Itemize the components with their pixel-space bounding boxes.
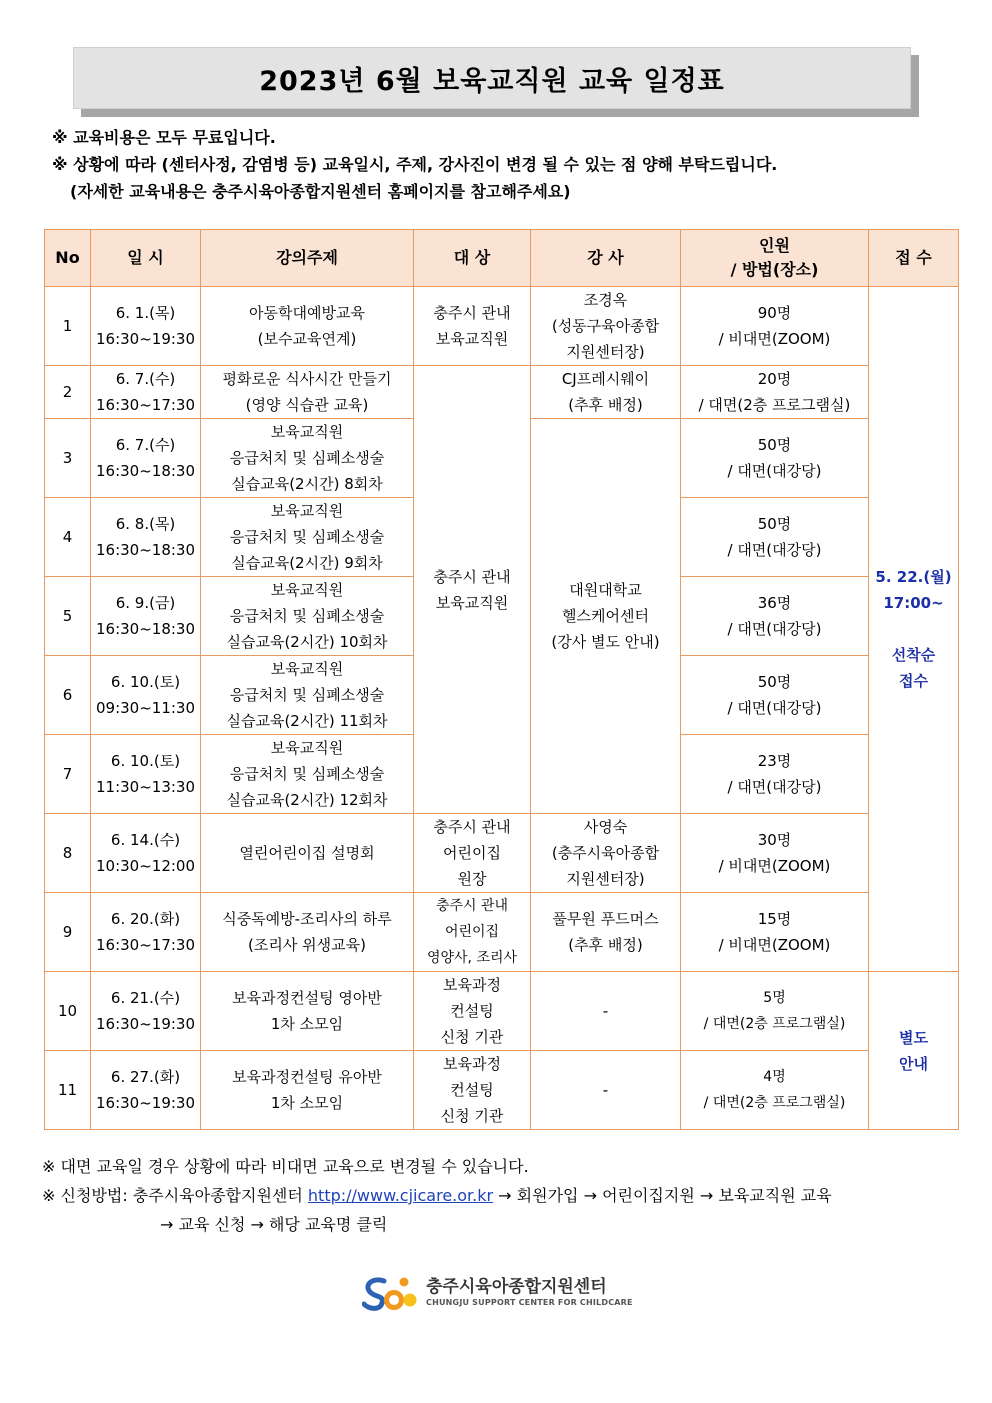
center-logo: [362, 1273, 633, 1313]
notice-homepage: (자세한 교육내용은 충주시육아종합지원센터 홈페이지를 참고해주세요): [70, 182, 571, 201]
cell-topic: 보육교직원 응급처치 및 심폐소생술 실습교육(2시간) 12회차: [201, 735, 414, 814]
notice-change: ※ 상황에 따라 (센터사정, 감염병 등) 교육일시, 주제, 강사진이 변경 될 수 있는 점 양해 부탁드립니다.: [52, 155, 778, 174]
cell-capacity: 50명 / 대면(대강당): [681, 419, 869, 498]
header-topic: 강의주제: [201, 230, 414, 287]
table-row: [45, 972, 959, 1051]
cell-topic: 평화로운 식사시간 만들기 (영양 식습관 교육): [201, 366, 414, 419]
table-row: [45, 366, 959, 419]
cell-topic: 보육교직원 응급처치 및 심폐소생술 실습교육(2시간) 11회차: [201, 656, 414, 735]
cell-capacity: 15명 / 비대면(ZOOM): [681, 893, 869, 972]
footer-notes: [42, 1152, 832, 1239]
footer-note: ※ 대면 교육일 경우 상황에 따라 비대면 교육으로 변경될 수 있습니다.: [42, 1157, 529, 1176]
cell-target: 충주시 관내 어린이집 영양사, 조리사: [414, 893, 531, 972]
table-row: [45, 893, 959, 972]
cell-capacity: 36명 / 대면(대강당): [681, 577, 869, 656]
table-header-row: [45, 230, 959, 287]
cell-no: 3: [45, 419, 91, 498]
cell-date: 6. 20.(화) 16:30~17:30: [91, 893, 201, 972]
cell-date: 6. 1.(목) 16:30~19:30: [91, 287, 201, 366]
cell-capacity: 23명 / 대면(대강당): [681, 735, 869, 814]
cell-topic: 보육교직원 응급처치 및 심폐소생술 실습교육(2시간) 8회차: [201, 419, 414, 498]
cell-no: 8: [45, 814, 91, 893]
cell-no: 9: [45, 893, 91, 972]
cell-instructor: 대원대학교 헬스케어센터 (강사 별도 안내): [531, 419, 681, 814]
cell-no: 6: [45, 656, 91, 735]
cell-instructor: 풀무원 푸드머스 (추후 배정): [531, 893, 681, 972]
header-no: No: [45, 230, 91, 287]
cell-target: 충주시 관내 보육교직원: [414, 366, 531, 814]
table-row: [45, 1051, 959, 1130]
header-instructor: 강 사: [531, 230, 681, 287]
cell-topic: 보육과정컨설팅 영아반 1차 소모임: [201, 972, 414, 1051]
cell-capacity: 30명 / 비대면(ZOOM): [681, 814, 869, 893]
center-logo-icon: [362, 1273, 420, 1313]
logo-name-en: CHUNGJU SUPPORT CENTER FOR CHILDCARE: [426, 1298, 633, 1307]
cell-instructor: 조경옥 (성동구육아종합 지원센터장): [531, 287, 681, 366]
cell-capacity: 5명 / 대면(2층 프로그램실): [681, 972, 869, 1051]
table-row: [45, 287, 959, 366]
logo-name-kr: 충주시육아종합지원센터: [426, 1277, 607, 1297]
header-target: 대 상: [414, 230, 531, 287]
cell-topic: 보육교직원 응급처치 및 심폐소생술 실습교육(2시간) 10회차: [201, 577, 414, 656]
cell-capacity: 50명 / 대면(대강당): [681, 656, 869, 735]
cell-no: 7: [45, 735, 91, 814]
cell-no: 2: [45, 366, 91, 419]
header-reception: 접 수: [869, 230, 959, 287]
page-title: 2023년 6월 보육교직원 교육 일정표: [259, 65, 725, 97]
header-datetime: 일 시: [91, 230, 201, 287]
apply-suffix: → 회원가입 → 어린이집지원 → 보육교직원 교육: [498, 1186, 832, 1205]
cell-date: 6. 9.(금) 16:30~18:30: [91, 577, 201, 656]
apply-line2: → 교육 신청 → 해당 교육명 클릭: [160, 1215, 388, 1234]
cell-instructor: -: [531, 972, 681, 1051]
cell-topic: 식중독예방-조리사의 하루 (조리사 위생교육): [201, 893, 414, 972]
cell-date: 6. 7.(수) 16:30~17:30: [91, 366, 201, 419]
cell-no: 10: [45, 972, 91, 1051]
cell-date: 6. 7.(수) 16:30~18:30: [91, 419, 201, 498]
cell-topic: 열린어린이집 설명회: [201, 814, 414, 893]
cell-date: 6. 8.(목) 16:30~18:30: [91, 498, 201, 577]
cell-target: 충주시 관내 보육교직원: [414, 287, 531, 366]
apply-method-line: [42, 1181, 832, 1210]
cell-capacity: 50명 / 대면(대강당): [681, 498, 869, 577]
notice-block: [52, 124, 777, 205]
cell-date: 6. 21.(수) 16:30~19:30: [91, 972, 201, 1051]
cell-topic: 아동학대예방교육 (보수교육연계): [201, 287, 414, 366]
title-box: [73, 47, 911, 109]
apply-prefix: ※ 신청방법: 충주시육아종합지원센터: [42, 1186, 303, 1205]
header-capacity: 인원 / 방법(장소): [681, 230, 869, 287]
cell-target: 보육과정 컨설팅 신청 기관: [414, 1051, 531, 1130]
cell-capacity: 90명 / 비대면(ZOOM): [681, 287, 869, 366]
cell-target: 충주시 관내 어린이집 원장: [414, 814, 531, 893]
cell-no: 11: [45, 1051, 91, 1130]
cell-date: 6. 27.(화) 16:30~19:30: [91, 1051, 201, 1130]
cell-capacity: 4명 / 대면(2층 프로그램실): [681, 1051, 869, 1130]
cell-topic: 보육교직원 응급처치 및 심폐소생술 실습교육(2시간) 9회차: [201, 498, 414, 577]
cell-capacity: 20명 / 대면(2층 프로그램실): [681, 366, 869, 419]
cell-reception-other: 별도 안내: [869, 972, 959, 1130]
cell-instructor: 사영숙 (충주시육아종합 지원센터장): [531, 814, 681, 893]
schedule-table: [44, 229, 959, 1130]
cell-no: 4: [45, 498, 91, 577]
cell-instructor: CJ프레시웨이 (추후 배정): [531, 366, 681, 419]
logo-text: [426, 1277, 633, 1309]
cell-instructor: -: [531, 1051, 681, 1130]
cell-no: 5: [45, 577, 91, 656]
title-banner: [73, 47, 911, 109]
cell-date: 6. 10.(토) 09:30~11:30: [91, 656, 201, 735]
cell-date: 6. 14.(수) 10:30~12:00: [91, 814, 201, 893]
homepage-link[interactable]: http://www.cjicare.or.kr: [307, 1186, 494, 1205]
notice-free: ※ 교육비용은 모두 무료입니다.: [52, 128, 276, 147]
cell-target: 보육과정 컨설팅 신청 기관: [414, 972, 531, 1051]
cell-reception-main: 5. 22.(월) 17:00~ 선착순 접수: [869, 287, 959, 972]
cell-topic: 보육과정컨설팅 유아반 1차 소모임: [201, 1051, 414, 1130]
cell-no: 1: [45, 287, 91, 366]
table-row: [45, 814, 959, 893]
cell-date: 6. 10.(토) 11:30~13:30: [91, 735, 201, 814]
